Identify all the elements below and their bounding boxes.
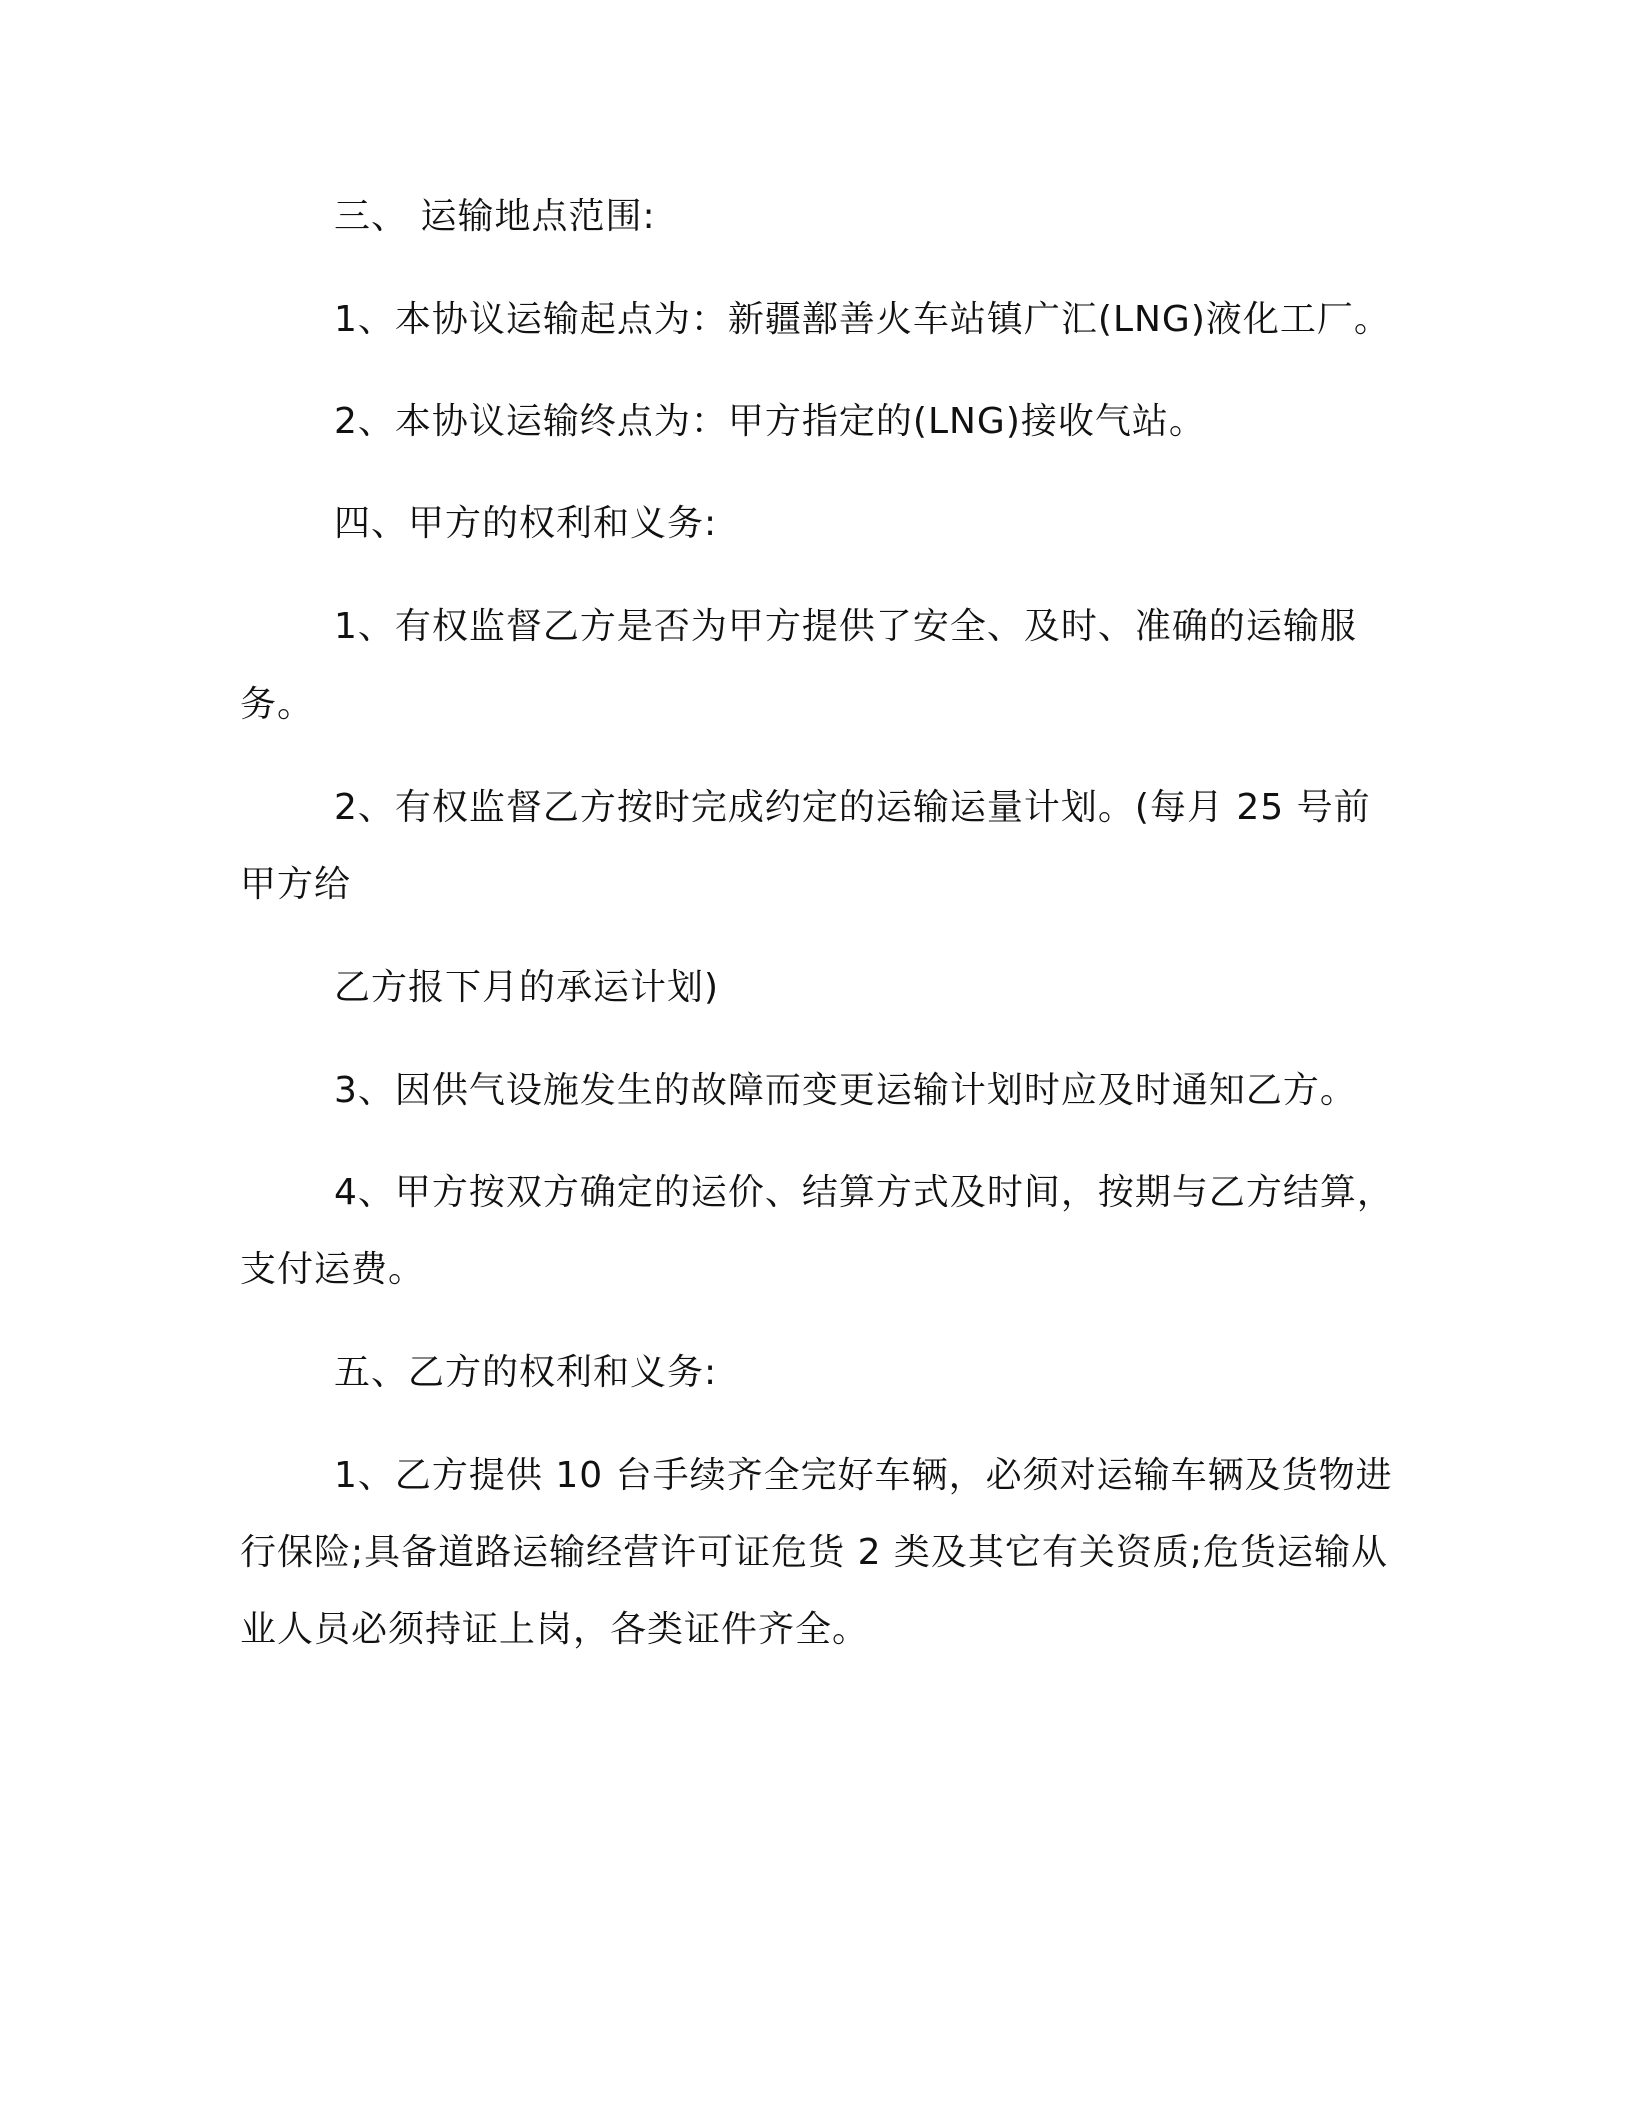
paragraph-4-1-line-1: 1、有权监督乙方是否为甲方提供了安全、及时、准确的运输服: [334, 606, 1357, 647]
paragraph-4-2-line-3: 乙方报下月的承运计划): [334, 967, 720, 1008]
paragraph-4-4-line-2: 支付运费。: [240, 1249, 426, 1290]
section-heading-3: 三、 运输地点范围:: [334, 196, 656, 237]
paragraph-5-1-line-2: 行保险;具备道路运输经营许可证危货 2 类及其它有关资质;危货运输从: [240, 1532, 1389, 1573]
paragraph-5-1-line-1: 1、乙方提供 10 台手续齐全完好车辆，必须对运输车辆及货物进: [334, 1455, 1393, 1496]
paragraph-4-2-line-2: 甲方给: [240, 864, 352, 905]
paragraph-4-1-line-2: 务。: [240, 684, 315, 725]
section-heading-5: 五、乙方的权利和义务:: [334, 1352, 718, 1393]
paragraph-4-2-line-1: 2、有权监督乙方按时完成约定的运输运量计划。(每月 25 号前: [334, 787, 1371, 828]
paragraph-3-2: 2、本协议运输终点为：甲方指定的(LNG)接收气站。: [334, 401, 1206, 442]
paragraph-4-3: 3、因供气设施发生的故障而变更运输计划时应及时通知乙方。: [334, 1070, 1357, 1111]
paragraph-3-1: 1、本协议运输起点为：新疆鄯善火车站镇广汇(LNG)液化工厂。: [334, 299, 1391, 340]
paragraph-5-1-line-3: 业人员必须持证上岗，各类证件齐全。: [240, 1609, 870, 1650]
paragraph-4-4-line-1: 4、甲方按双方确定的运价、结算方式及时间，按期与乙方结算，: [334, 1172, 1394, 1213]
section-heading-4: 四、甲方的权利和义务:: [334, 503, 718, 544]
